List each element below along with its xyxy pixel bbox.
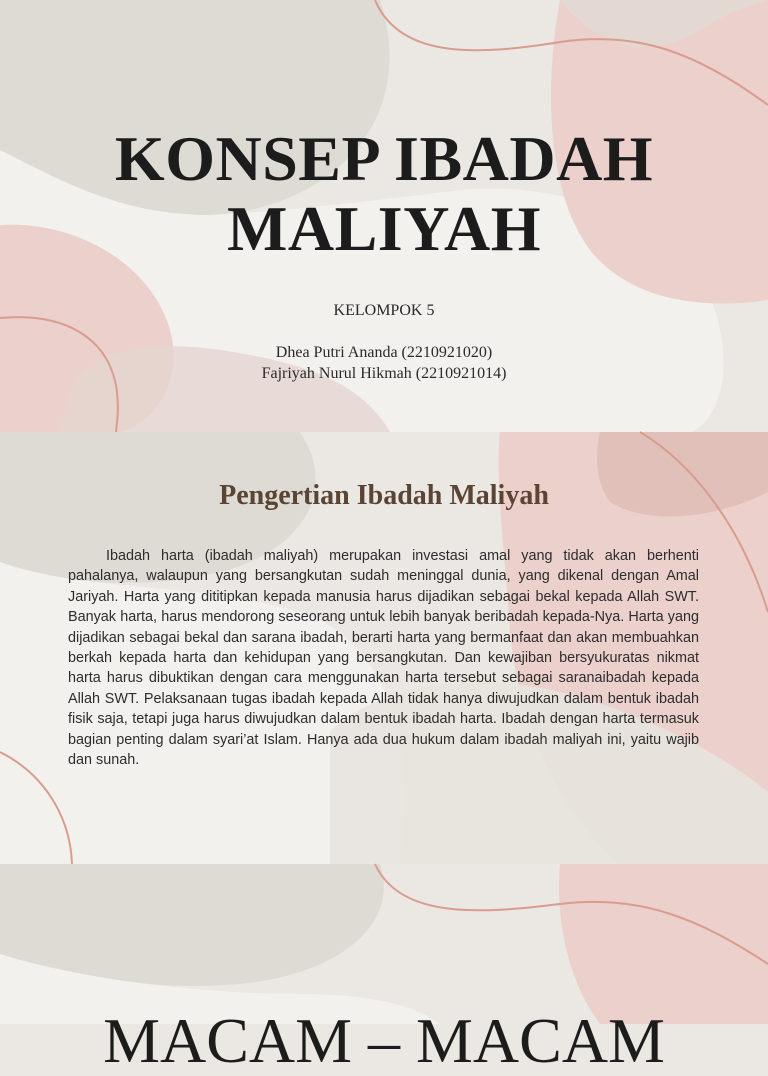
types-slide: [0, 864, 768, 1076]
member-2: Fajriyah Nurul Hikmah (2210921014): [261, 365, 507, 382]
slide-background: [0, 864, 768, 1024]
definition-slide: [0, 432, 768, 864]
title-line-2: MALIYAH: [226, 193, 542, 264]
next-slide-title: MACAM – MACAM: [103, 1005, 665, 1076]
title-line-1: KONSEP IBADAH: [114, 123, 654, 194]
title-slide: [0, 0, 768, 432]
section-heading: Pengertian Ibadah Maliyah: [219, 480, 549, 511]
member-1: Dhea Putri Ananda (2210921020): [275, 344, 493, 361]
body-paragraph: Ibadah harta (ibadah maliyah) merupakan investasi amal yang tidak akan berhenti pahalanya, walaupun yang bersangkutan sudah meninggal dunia, yang dikenal dengan Amal Jariyah. Harta yang dititipkan kepada manusia harus dijadikan sebagai bekal kepada Allah SWT. Banyak harta, harus mendorong seseorang untuk lebih banyak beribadah kepada-Nya. Harta yang dijadikan sebagai bekal dan sarana ibadah, berarti harta yang bermanfaat dan akan membuahkan berkah kepada harta dan kehidupan yang bersangkutan. Dan kewajiban bersyukuratas nikmat harta harus dibuktikan dengan cara menggunakan harta tersebut sebagai saranaibadah kepada Allah SWT. Pelaksanaan tugas ibadah kepada Allah tidak hanya diwujudkan dalam bentuk ibadah fisik saja, tetapi juga harus diwujudkan dalam bentuk ibadah harta. Ibadah dengan harta termasuk bagian penting dalam syari’at Islam. Hanya ada dua hukum dalam ibadah maliyah ini, yaitu wajib dan sunah.: [68, 548, 699, 769]
group-label: KELOMPOK 5: [333, 302, 435, 319]
presentation-title: [0, 124, 768, 264]
